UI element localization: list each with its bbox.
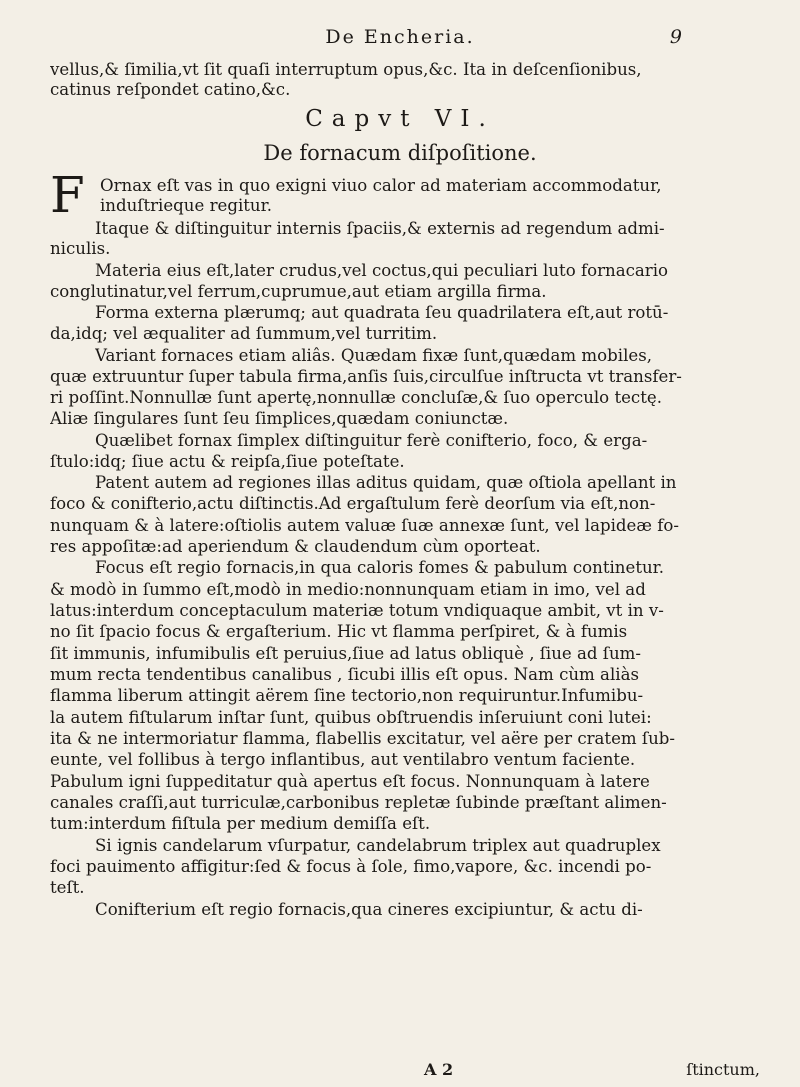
paragraph-line: da,idq; vel æqualiter ad ſummum,vel turritim. [50,324,438,343]
paragraph-line: conglutinatur,vel ferrum,cuprumue,aut etiam argilla firma. [50,282,547,301]
paragraph-line: ſtulo:idq; ſiue actu & reipſa,ſiue poteſtate. [50,452,405,471]
paragraph-line: Quælibet fornax ſimplex diſtinguitur ferè conifterio, foco, & erga- [95,431,648,450]
paragraph-line: ri poſſint.Nonnullæ ſunt apertę,nonnullæ concluſæ,& ſuo operculo tectę. [50,388,662,407]
paragraph-line: eunte, vel follibus à tergo inflantibus, aut ventilabro ventum faciente. [50,750,636,769]
paragraph-line: Ornax eſt vas in quo exigni viuo calor ad materiam accommodatur, [100,176,662,195]
paragraph-line: teſt. [50,878,85,897]
paragraph-line: Variant fornaces etiam aliâs. Quædam fixæ ſunt,quædam mobiles, [95,346,653,365]
running-title: De Encheria. [325,26,475,48]
paragraph-line: no ſit ſpacio focus & ergaſterium. Hic vt flamma perſpiret, & à fumis [50,622,628,641]
paragraph-line: res appoſitæ:ad aperiendum & claudendum cùm oporteat. [50,537,541,556]
paragraph-line: la autem fiſtularum inſtar ſunt, quibus obſtruendis inſeruiunt coni lutei: [50,708,652,727]
signature-mark: A 2 [424,1060,454,1079]
paragraph-line: ſit immunis, infumibulis eſt peruius,ſiue ad latus obliquè , ſiue ad ſum- [50,644,641,663]
carryover-line: catinus reſpondet catino,&c. [50,80,291,99]
drop-cap: F [50,166,85,224]
page-number: 9 [669,26,682,48]
paragraph-line: foci pauimento affigitur:ſed & focus à ſole, fimo,vapore, &c. incendi po- [50,857,652,876]
paragraph-line: Pabulum igni ſuppeditatur quà apertus eſt focus. Nonnunquam à latere [50,772,650,791]
paragraph-line: Focus eſt regio fornacis,in qua caloris fomes & pabulum continetur. [95,558,665,577]
running-head [0,26,800,52]
paragraph-line: canales craſſi,aut turriculæ,carbonibus repletæ ſubinde præſtant alimen- [50,793,667,812]
paragraph-line: Conifterium eſt regio fornacis,qua cineres excipiuntur, & actu di- [95,900,643,919]
paragraph-line: induſtrieque regitur. [100,196,272,215]
paragraph-line: Materia eius eſt,later crudus,vel coctus,qui peculiari luto fornacario [95,261,669,280]
paragraph-line: ita & ne intermoriatur flamma, flabellis excitatur, vel aëre per cratem ſub- [50,729,675,748]
carryover-line: vellus,& ſimilia,vt ſit quaſi interruptum opus,&c. Ita in deſcenſionibus, [50,60,642,79]
paragraph-line: Forma externa plærumq; aut quadrata ſeu quadrilatera eſt,aut rotū- [95,303,669,322]
paragraph-line: flamma liberum attingit aërem ſine tectorio,non requiruntur.Infumibu- [50,686,644,705]
paragraph-line: latus:interdum conceptaculum materiæ totum vndiquaque ambit, vt in v- [50,601,664,620]
paragraph-line: Patent autem ad regiones illas aditus quidam, quæ oſtiola apellant in [95,473,677,492]
paragraph-line: niculis. [50,239,111,258]
paragraph-line: tum:interdum fiſtula per medium demiſſa eſt. [50,814,431,833]
paragraph-line: mum recta tendentibus canalibus , ſicubi illis eſt opus. Nam cùm aliàs [50,665,639,684]
catchword: ſtinctum, [686,1060,760,1079]
paragraph-line: Aliæ ſingulares ſunt ſeu ſimplices,quædam coniunctæ. [50,409,509,428]
paragraph-line: Si ignis candelarum vſurpatur, candelabrum triplex aut quadruplex [95,836,661,855]
chapter-heading: Capvt VI. [305,106,495,132]
paragraph-line: nunquam & à latere:oſtiolis autem valuæ ſuæ annexæ ſunt, vel lapideæ fo- [50,516,679,535]
paragraph-line: Itaque & diſtinguitur internis ſpaciis,& externis ad regendum admi- [95,219,665,238]
paragraph-line: & modò in ſummo eſt,modò in medio:nonnunquam etiam in imo, vel ad [50,580,646,599]
paragraph-line: quæ extruuntur ſuper tabula firma,anſis ſuis,circulſue inſtructa vt transfer- [50,367,682,386]
chapter-title: De fornacum diſpoſitione. [263,141,537,165]
paragraph-line: foco & conifterio,actu diſtinctis.Ad ergaſtulum ferè deorſum via eſt,non- [50,494,656,513]
